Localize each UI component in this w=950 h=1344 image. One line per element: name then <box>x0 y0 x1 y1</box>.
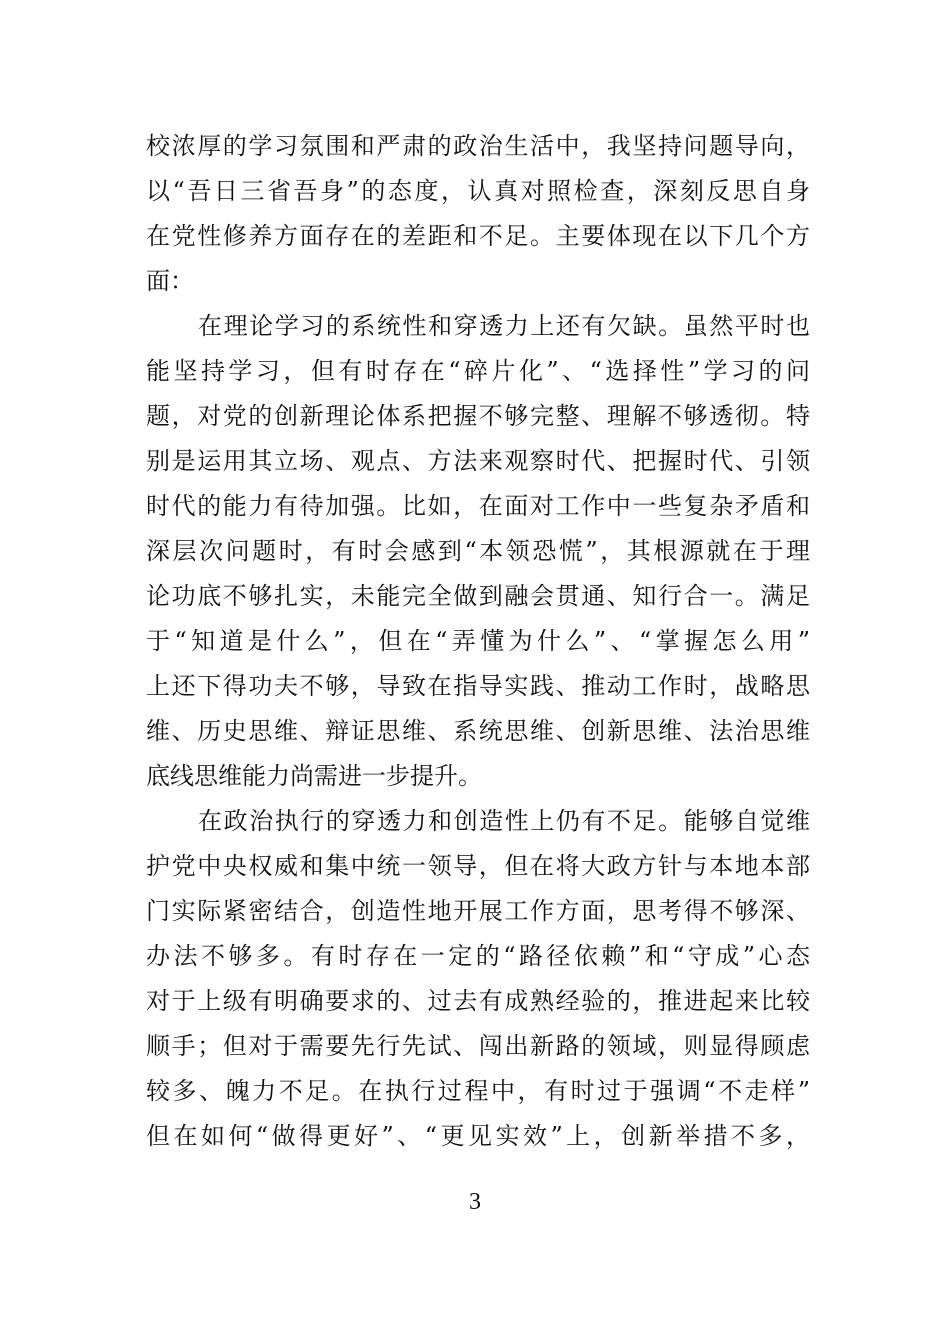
text-line: 底线思维能力尚需进一步提升。 <box>146 762 482 790</box>
text-line: 护党中央权威和集中统一领导，但在将大政方针与本地本部 <box>146 852 810 880</box>
text-line: 校浓厚的学习氛围和严肃的政治生活中，我坚持问题导向， <box>146 132 810 160</box>
paragraph-political-execution <box>146 799 810 1159</box>
document-body <box>146 124 810 1159</box>
page-number: 3 <box>469 1189 481 1215</box>
text-line: 以“吾日三省吾身”的态度，认真对照检查，深刻反思自身 <box>146 177 810 205</box>
text-line: 但在如何“做得更好”、“更见实效”上，创新举措不多， <box>146 1122 810 1150</box>
text-line: 在党性修养方面存在的差距和不足。主要体现在以下几个方 <box>146 222 810 250</box>
text-line: 门实际紧密结合，创造性地开展工作方面，思考得不够深、 <box>146 897 810 925</box>
text-line: 在政治执行的穿透力和创造性上仍有不足。能够自觉维 <box>198 807 810 835</box>
text-line: 上还下得功夫不够，导致在指导实践、推动工作时，战略思 <box>146 672 810 700</box>
text-line: 题，对党的创新理论体系把握不够完整、理解不够透彻。特 <box>146 402 810 430</box>
text-line: 论功底不够扎实，未能完全做到融会贯通、知行合一。满足 <box>146 582 810 610</box>
paragraph-theory-study <box>146 304 810 799</box>
text-line: 时代的能力有待加强。比如，在面对工作中一些复杂矛盾和 <box>146 492 810 520</box>
text-line: 办法不够多。有时存在一定的“路径依赖”和“守成”心态 <box>146 942 810 970</box>
text-line: 于“知道是什么”，但在“弄懂为什么”、“掌握怎么用” <box>146 627 810 655</box>
text-line: 维、历史思维、辩证思维、系统思维、创新思维、法治思维 <box>146 717 810 745</box>
text-line: 面： <box>146 267 194 295</box>
text-line: 在理论学习的系统性和穿透力上还有欠缺。虽然平时也 <box>198 312 810 340</box>
text-line: 能坚持学习，但有时存在“碎片化”、“选择性”学习的问 <box>146 357 810 385</box>
text-line: 深层次问题时，有时会感到“本领恐慌”，其根源就在于理 <box>146 537 810 565</box>
text-line: 顺手；但对于需要先行先试、闯出新路的领域，则显得顾虑 <box>146 1032 810 1060</box>
paragraph-continuation <box>146 124 810 304</box>
text-line: 对于上级有明确要求的、过去有成熟经验的，推进起来比较 <box>146 987 810 1015</box>
text-line: 较多、魄力不足。在执行过程中，有时过于强调“不走样” <box>146 1077 810 1105</box>
text-line: 别是运用其立场、观点、方法来观察时代、把握时代、引领 <box>146 447 810 475</box>
